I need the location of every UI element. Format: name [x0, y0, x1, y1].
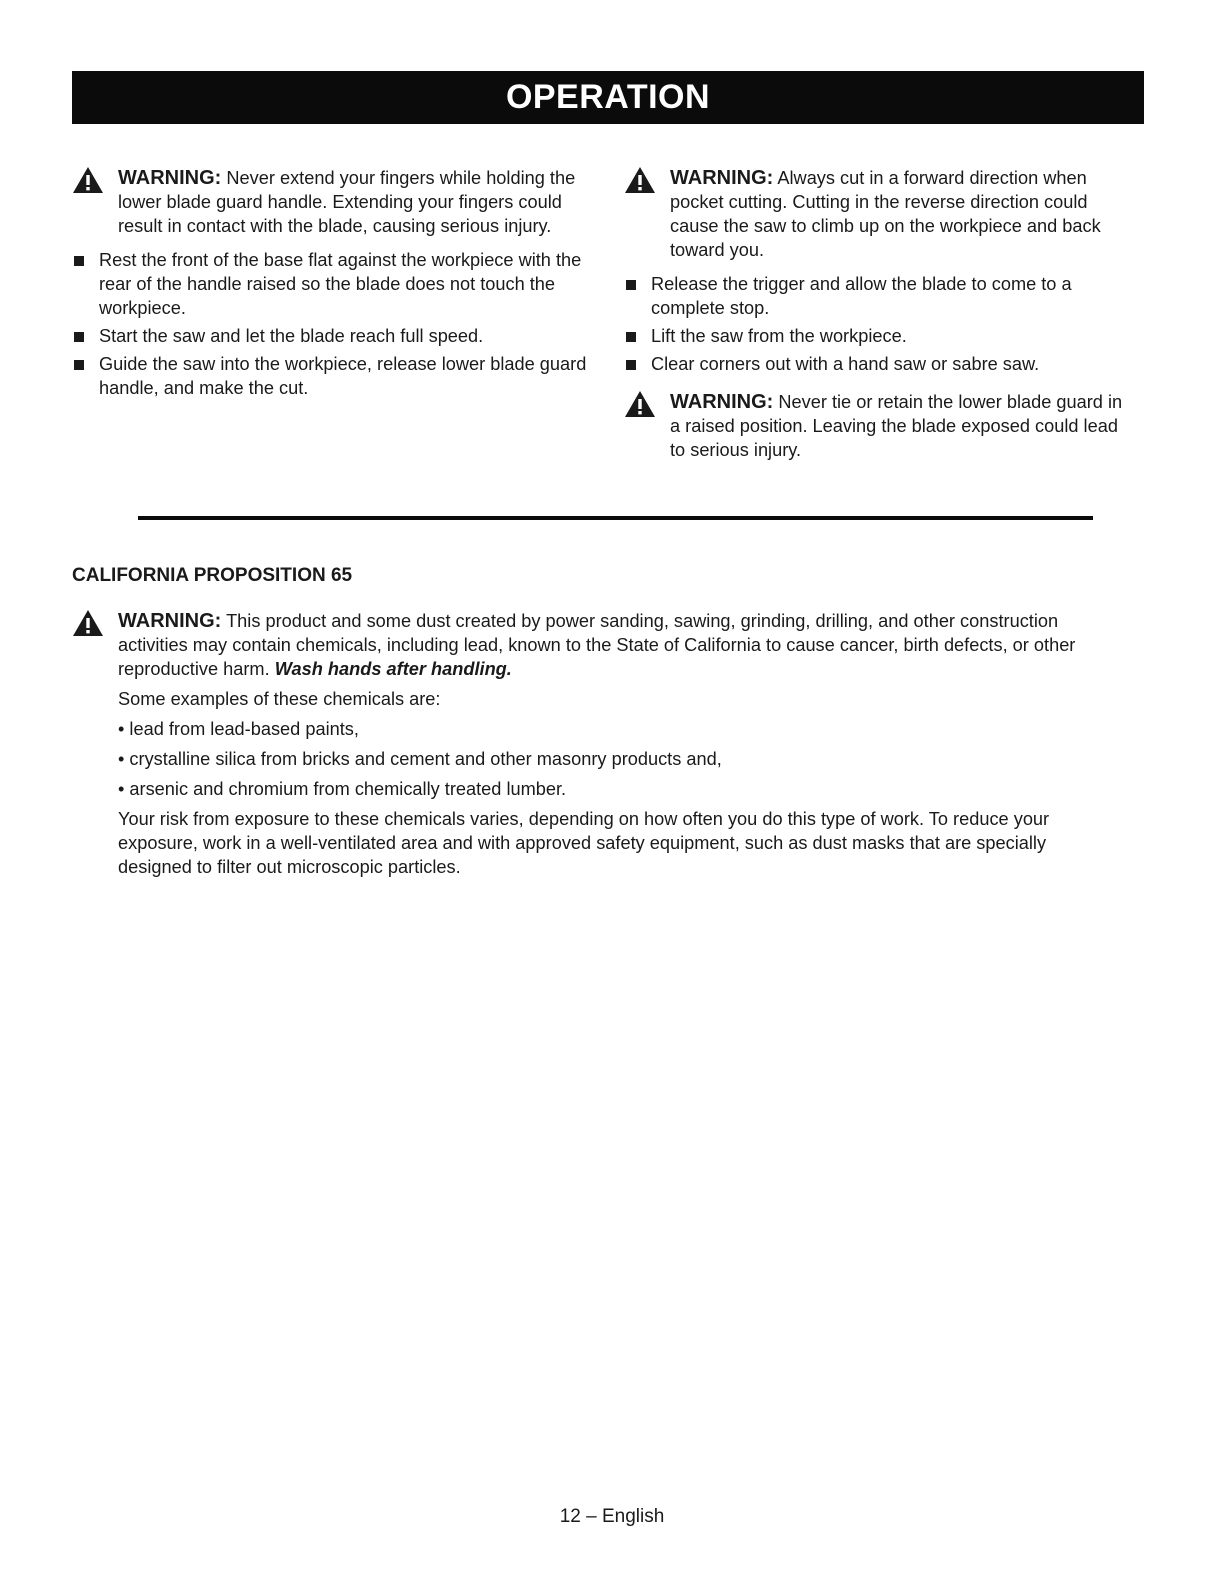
warning-text: Never extend your fingers while holding the lower blade guard handle. Extending your fingers could result in contact with the blade, causing serious injury. — [118, 168, 576, 236]
square-bullet-icon — [626, 360, 636, 370]
warning-block — [72, 609, 1124, 681]
bullet-text: Start the saw and let the blade reach full speed. — [99, 326, 484, 346]
exposure-paragraph: Your risk from exposure to these chemicals varies, depending on how often you do this type of work. To reduce your exposure, work in a well-ventilated area and with approved safety equipment, such as dust masks that are specially designed to filter out microscopic particles. — [118, 809, 1050, 877]
square-bullet-icon — [626, 280, 636, 290]
bullet-item — [624, 352, 1124, 376]
bullet-text: Guide the saw into the workpiece, release lower blade guard handle, and make the cut. — [99, 354, 587, 398]
square-bullet-icon — [74, 332, 84, 342]
example-item: • crystalline silica from bricks and cement and other masonry products and, — [118, 749, 722, 769]
warning-text: This product and some dust created by power sanding, sawing, grinding, drilling, and other construction activities may contain chemicals, including lead, known to the State of California to cause cancer, birth defects, or other reproductive harm. — [118, 611, 1076, 679]
bullet-text: Clear corners out with a hand saw or sabre saw. — [651, 354, 1040, 374]
warning-label: WARNING: — [118, 610, 222, 632]
bullet-item — [624, 324, 1124, 348]
warning-triangle-icon — [624, 390, 656, 418]
california-prop65-heading: CALIFORNIA PROPOSITION 65 — [72, 565, 353, 586]
bullet-item — [72, 248, 604, 320]
right-column — [624, 166, 1124, 472]
examples-intro: Some examples of these chemicals are: — [118, 689, 441, 709]
wash-hands-notice: Wash hands after handling. — [274, 659, 512, 679]
bullet-item — [624, 272, 1124, 320]
warning-label: WARNING: — [118, 167, 222, 189]
bullet-text: Lift the saw from the workpiece. — [651, 326, 907, 346]
warning-triangle-icon — [72, 609, 104, 637]
bullet-item — [72, 352, 604, 400]
section-divider — [138, 516, 1093, 520]
example-item: • lead from lead-based paints, — [118, 719, 359, 739]
warning-block — [624, 390, 1124, 462]
left-column — [72, 166, 604, 404]
warning-label: WARNING: — [670, 167, 774, 189]
warning-triangle-icon — [72, 166, 104, 194]
section-title-banner: OPERATION — [72, 71, 1144, 124]
square-bullet-icon — [74, 256, 84, 266]
california-prop65-block — [72, 609, 1124, 885]
warning-text: Never tie or retain the lower blade guard in a raised position. Leaving the blade exposed could lead to serious injury. — [670, 392, 1123, 460]
warning-block — [72, 166, 604, 238]
square-bullet-icon — [74, 360, 84, 370]
warning-text: Always cut in a forward direction when pocket cutting. Cutting in the reverse direction could cause the saw to climb up on the workpiece and back toward you. — [670, 168, 1101, 260]
warning-triangle-icon — [624, 166, 656, 194]
square-bullet-icon — [626, 332, 636, 342]
page-footer: 12 – English — [559, 1506, 665, 1527]
example-item: • arsenic and chromium from chemically treated lumber. — [118, 779, 567, 799]
bullet-item — [72, 324, 604, 348]
bullet-text: Release the trigger and allow the blade to come to a complete stop. — [651, 274, 1072, 318]
warning-label: WARNING: — [670, 391, 774, 413]
bullet-text: Rest the front of the base flat against the workpiece with the rear of the handle raised so the blade does not touch the workpiece. — [99, 250, 582, 318]
warning-block — [624, 166, 1124, 262]
